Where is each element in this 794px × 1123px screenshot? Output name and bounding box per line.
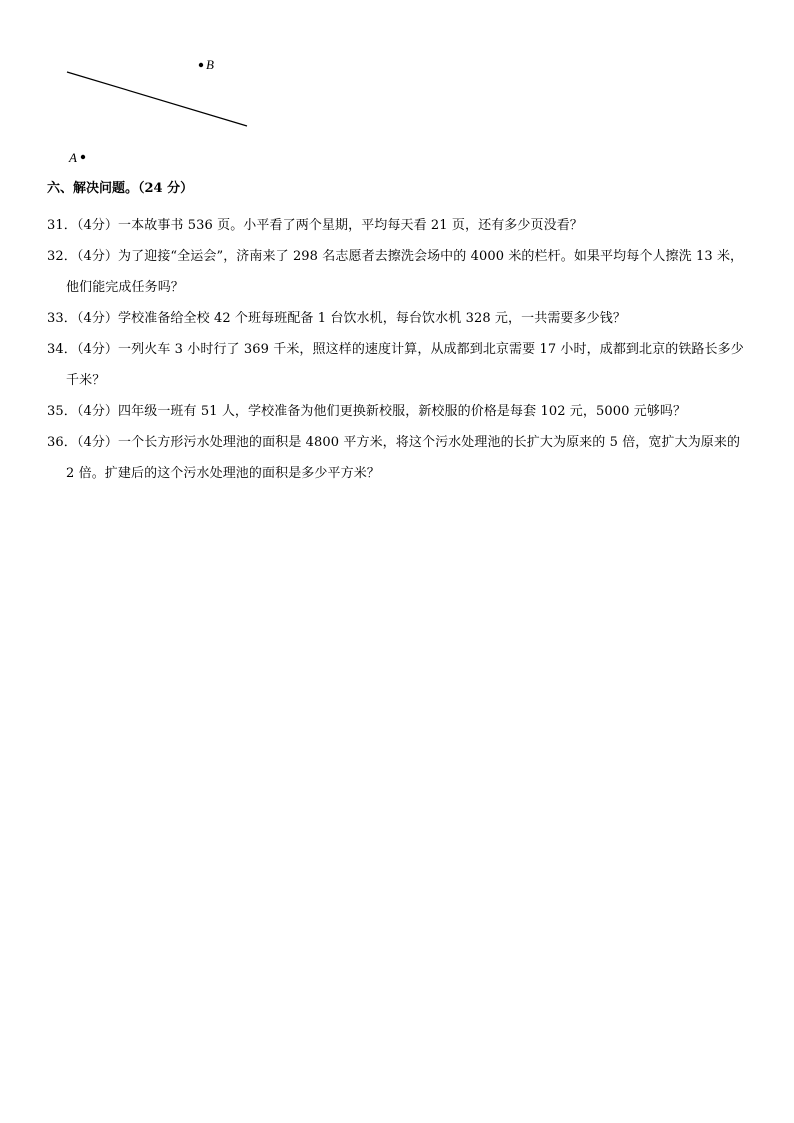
question-34 [47,334,752,396]
section-title: 六、解决问题。（24 分） [47,181,194,196]
point-a-label: A [69,150,77,165]
question-number: 35． [47,404,77,419]
question-number: 36． [47,435,77,450]
question-33 [47,303,752,334]
question-text: 一本故事书 536 页。小平看了两个星期，平均每天看 21 页，还有多少页没看？ [118,218,583,233]
question-score: （4分） [76,218,119,233]
line-segment [67,72,247,126]
question-number: 32． [47,249,77,264]
question-score: （4分） [76,311,119,326]
geometry-figure [0,0,794,180]
question-score: （4分） [76,342,119,357]
question-text: 为了迎接“全运会”，济南来了 298 名志愿者去擦洗会场中的 4000 米的栏杆。如果平均每个人擦洗 13 米，他们能完成任务吗？ [66,249,744,295]
question-list [47,210,752,489]
question-number: 34． [47,342,77,357]
question-number: 31． [47,218,77,233]
question-text: 一列火车 3 小时行了 369 千米，照这样的速度计算，从成都到北京需要 17 小时，成都到北京的铁路长多少千米？ [66,342,744,388]
question-31 [47,210,752,241]
question-score: （4分） [76,249,119,264]
question-number: 33． [47,311,77,326]
point-a-dot [81,155,85,159]
question-text: 一个长方形污水处理池的面积是 4800 平方米，将这个污水处理池的长扩大为原来的 5 倍，宽扩大为原来的 2 倍。扩建后的这个污水处理池的面积是多少平方米？ [66,435,741,481]
question-35 [47,396,752,427]
question-36 [47,427,752,489]
question-text: 学校准备给全校 42 个班每班配备 1 台饮水机，每台饮水机 328 元，一共需要多少钱？ [118,311,626,326]
question-text: 四年级一班有 51 人，学校准备为他们更换新校服，新校服的价格是每套 102 元，5000 元够吗？ [118,404,687,419]
question-score: （4分） [76,435,119,450]
point-b-label: B [206,57,214,72]
question-32 [47,241,752,303]
question-score: （4分） [76,404,119,419]
point-b-dot [199,63,203,67]
